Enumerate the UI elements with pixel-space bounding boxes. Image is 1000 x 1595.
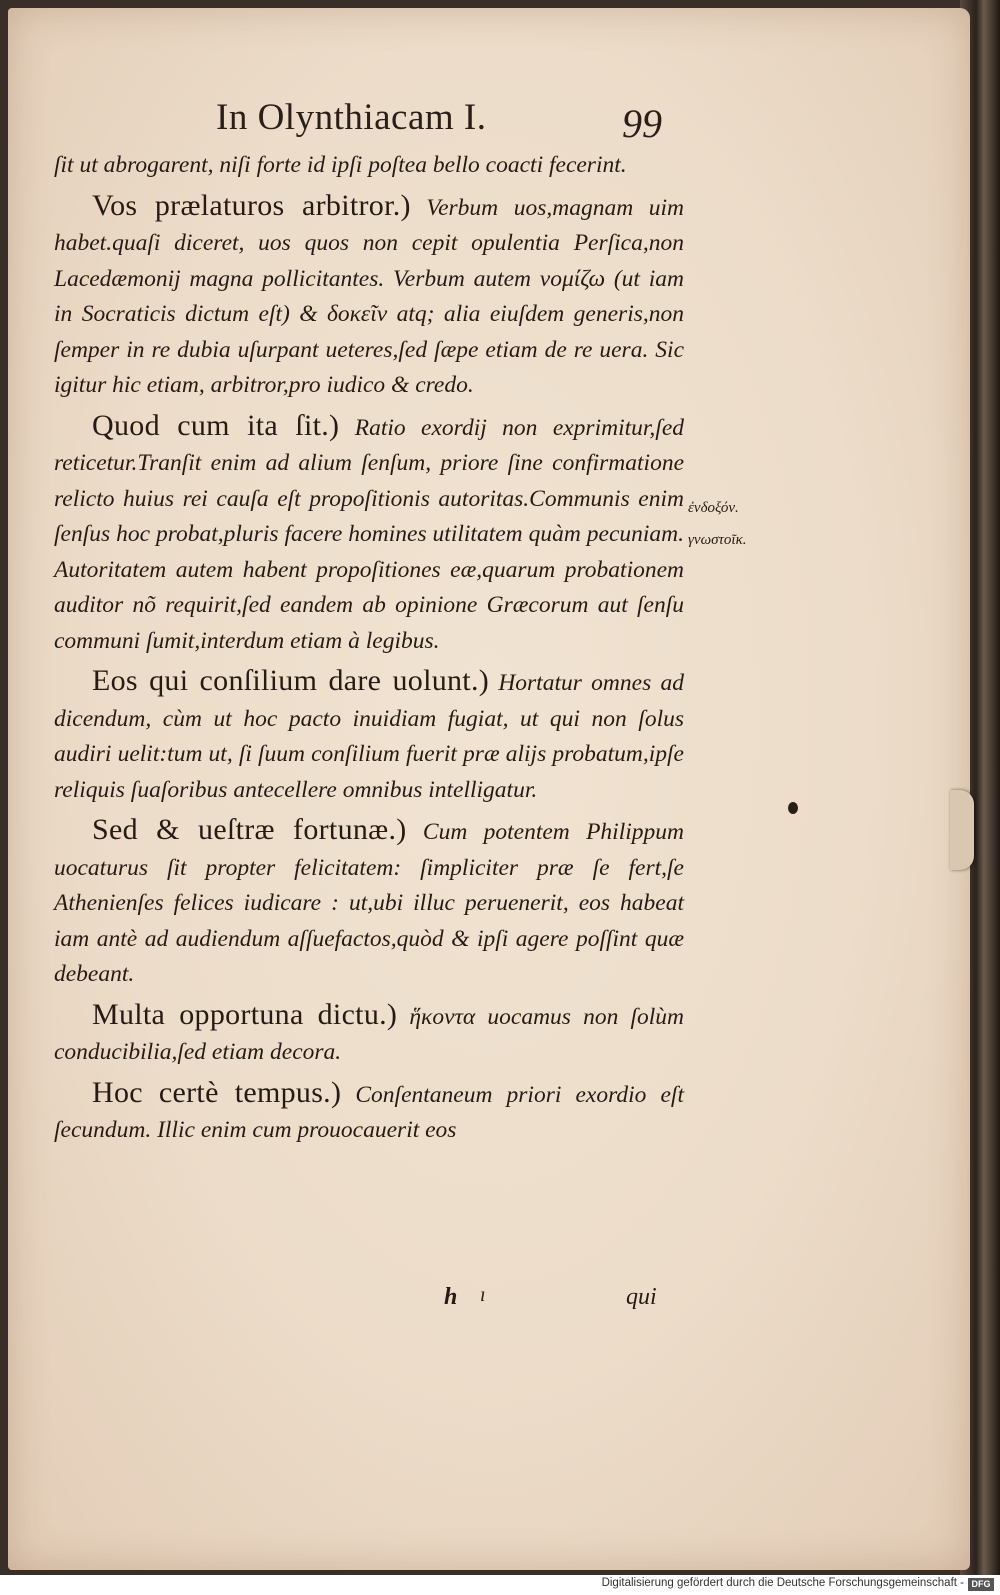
lemma-heading: Quod cum ita ſit.) <box>92 408 340 442</box>
footer-bar <box>0 1575 1000 1595</box>
paragraph-text: Verbum uos,magnam uim habet.quaſi diceret, uos quos non cepit opulentia Perſica,non Lacedæmonij magna pollicitantes. Verbum autem νομίζω (ut iam in Socraticis dictum eſt) & δοκεῖν atq; alia eiuſdem generis,non ſemper in re dubia uſurpant ueteres,ſed ſæpe etiam de re uera. Sic igitur hic etiam, arbitror,pro iudico & credo. <box>54 194 684 398</box>
lemma-heading: Vos prælaturos arbitror.) <box>92 188 411 222</box>
paragraph-text: Hortatur omnes ad dicendum, cùm ut hoc pacto inuidiam fugiat, ut qui non ſolus audiri uelit:tum ut, ſi ſuum conſilium fuerit præ alijs probatum,ipſe reliquis ſuaſoribus antecellere omnibus intelligatur. <box>54 670 684 803</box>
paragraph-text: ſit ut abrogarent, niſi forte id ipſi poſtea bello coacti fecerint. <box>54 152 627 178</box>
catchword: qui <box>626 1284 657 1310</box>
lemma-heading: Eos qui conſilium dare uolunt.) <box>92 664 490 697</box>
page-number: 99 <box>622 101 662 146</box>
paragraph-text: Conſentaneum priori exordio eſt ſecundum. Illic enim cum prouocauerit eos <box>54 1081 684 1143</box>
paragraph <box>54 148 684 184</box>
lemma-heading: Sed & ueſtræ fortunæ.) <box>92 813 407 846</box>
signature-mark: h <box>444 1284 458 1310</box>
paragraph <box>54 997 684 1071</box>
paragraph <box>54 663 684 808</box>
dfg-logo: DFG <box>968 1578 994 1591</box>
paragraph <box>54 1075 684 1149</box>
signature-mark-secondary: ı <box>480 1284 486 1306</box>
commentary-text <box>54 148 684 1149</box>
ink-blot <box>788 802 798 814</box>
paragraph-text: Ratio exordij non exprimitur,ſed reticetur.Tranſit enim ad alium ſenſum, priore ſine confirmatione relicto huius rei cauſa eſt propoſitionis autoritas.Communis enim ſenſus hoc probat,pluris facere homines utilitatem quàm pecuniam. Autoritatem autem habent propoſitiones eæ,quarum probationem auditor nõ requirit,ſed eandem ab opinione Græcorum aut ſenſu communi ſumit,interdum etiam à legibus. <box>54 414 685 654</box>
paragraph-text: ἥκοντα uocamus non ſolùm conducibilia,ſed etiam decora. <box>54 1003 684 1065</box>
paragraph <box>54 408 684 660</box>
lemma-heading: Hoc certè tempus.) <box>92 1075 342 1109</box>
running-head: In Olynthiacam I. <box>216 97 487 138</box>
page-edge-tab <box>950 790 974 870</box>
paragraph <box>54 188 684 404</box>
paragraph <box>54 812 684 993</box>
paragraph-text: Cum potentem Philippum uocaturus ſit propter felicitatem: ſimpliciter præ ſe fert,ſe Athenienſes felices iudicare : ut,ubi illuc peruenerit, eos habeat iam antè ad audiendum aſſuefactos,quòd & ipſi agere poſſint quæ debeant. <box>54 819 684 987</box>
lemma-heading: Multa opportuna dictu.) <box>92 997 398 1031</box>
margin-note: ἐνδοξόν. <box>688 500 739 516</box>
margin-note: γνωστοῖκ. <box>688 532 747 548</box>
funding-credit: Digitalisierung gefördert durch die Deutsche Forschungsgemeinschaft - <box>601 1577 964 1589</box>
